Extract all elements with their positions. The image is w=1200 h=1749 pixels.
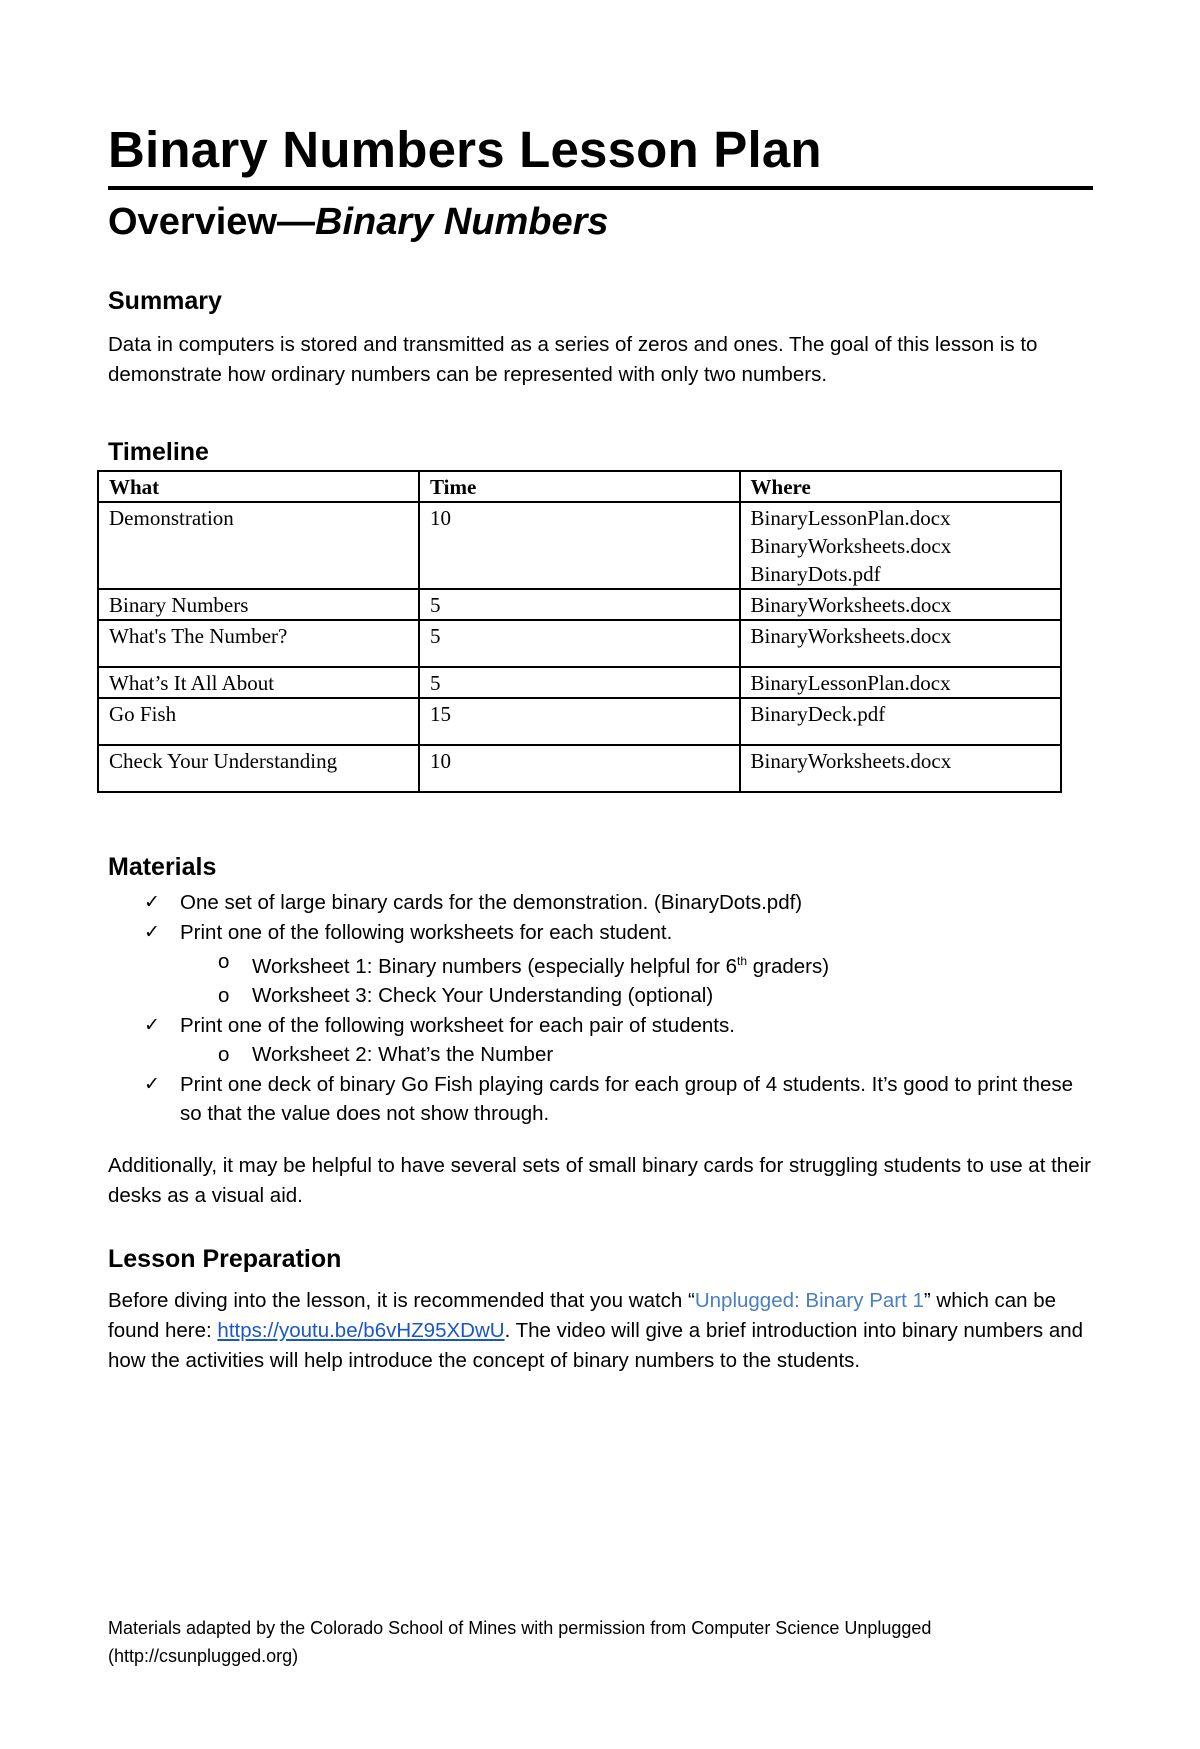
sub-item-text: Worksheet 2: What’s the Number bbox=[252, 1043, 554, 1067]
materials-item-text: Print one of the following worksheets for each student. bbox=[180, 920, 673, 944]
circle-bullet-icon: o bbox=[218, 950, 230, 973]
subtitle-prefix: Overview— bbox=[108, 201, 315, 243]
summary-text: Data in computers is stored and transmitted as a series of zeros and ones. The goal of this lesson is to demonstrate how ordinary numbers can be represented with only two numbers. bbox=[108, 333, 1038, 386]
cell-what: Check Your Understanding bbox=[98, 745, 419, 792]
checkmark-icon: ✓ bbox=[144, 920, 160, 943]
sub-list-item bbox=[140, 947, 1100, 981]
prep-text-part1: Before diving into the lesson, it is recommended that you watch “ bbox=[108, 1289, 695, 1312]
cell-what: Demonstration bbox=[98, 502, 419, 589]
cell-where: BinaryDeck.pdf bbox=[740, 698, 1061, 745]
sub-item-text: Worksheet 1: Binary numbers (especially helpful for 6 bbox=[252, 954, 738, 978]
timeline-table bbox=[97, 470, 1062, 793]
cell-time: 5 bbox=[419, 589, 740, 620]
footer-line: (http://csunplugged.org) bbox=[108, 1646, 299, 1666]
materials-item-text: Print one of the following worksheet for each pair of students. bbox=[180, 1013, 735, 1037]
cell-what: What's The Number? bbox=[98, 620, 419, 667]
sub-item-text-end: graders) bbox=[747, 954, 830, 978]
summary-heading: Summary bbox=[108, 287, 222, 315]
overview-subtitle bbox=[108, 198, 609, 246]
column-header-what: What bbox=[98, 471, 419, 502]
checkmark-icon: ✓ bbox=[144, 891, 160, 913]
subtitle-emphasis: Binary Numbers bbox=[315, 201, 609, 243]
circle-bullet-icon: o bbox=[218, 984, 230, 1008]
materials-item-text: Print one deck of binary Go Fish playing cards for each group of 4 students. It’s good to print these so that the value does not show through. bbox=[180, 1072, 1074, 1126]
cell-where: BinaryLessonPlan.docx bbox=[740, 667, 1061, 698]
cell-time: 10 bbox=[419, 502, 740, 589]
where-file: BinaryLessonPlan.docx bbox=[750, 506, 951, 530]
table-row bbox=[98, 667, 1061, 698]
circle-bullet-icon: o bbox=[218, 1043, 230, 1067]
sub-list-item bbox=[140, 981, 1100, 1011]
table-row bbox=[98, 698, 1061, 745]
lesson-preparation-heading: Lesson Preparation bbox=[108, 1245, 342, 1273]
superscript-th: th bbox=[737, 954, 748, 968]
table-row bbox=[98, 502, 1061, 589]
cell-what: Binary Numbers bbox=[98, 589, 419, 620]
cell-time: 5 bbox=[419, 667, 740, 698]
cell-time: 15 bbox=[419, 698, 740, 745]
cell-where: BinaryWorksheets.docx bbox=[740, 589, 1061, 620]
video-title-link[interactable]: Unplugged: Binary Part 1 bbox=[694, 1289, 924, 1312]
table-row bbox=[98, 620, 1061, 667]
cell-time: 5 bbox=[419, 620, 740, 667]
footer-line: Materials adapted by the Colorado School of Mines with permission from Computer Science Unplugged bbox=[108, 1618, 932, 1638]
column-header-time: Time bbox=[419, 471, 740, 502]
timeline-heading: Timeline bbox=[108, 438, 209, 466]
materials-list bbox=[140, 888, 1100, 1129]
cell-where bbox=[740, 502, 1061, 589]
table-header-row bbox=[98, 471, 1061, 502]
prep-text-part3: . The video will give a brief introduction into binary numbers and how the activities will help introduce the concept of binary numbers to the students. bbox=[108, 1319, 1084, 1372]
list-item bbox=[140, 918, 1100, 948]
list-item bbox=[140, 888, 1100, 918]
video-url-link[interactable]: https://youtu.be/b6vHZ95XDwU bbox=[217, 1319, 505, 1342]
lesson-preparation-text bbox=[108, 1286, 1093, 1376]
list-item bbox=[140, 1011, 1100, 1041]
column-header-where: Where bbox=[740, 471, 1061, 502]
materials-additional-text: Additionally, it may be helpful to have several sets of small binary cards for struggling students to use at their desks as a visual aid. bbox=[108, 1154, 1091, 1207]
sub-list-item bbox=[140, 1040, 1100, 1070]
materials-heading: Materials bbox=[108, 853, 217, 881]
page-footer bbox=[108, 1614, 1088, 1670]
cell-time: 10 bbox=[419, 745, 740, 792]
cell-where: BinaryWorksheets.docx bbox=[740, 745, 1061, 792]
table-row bbox=[98, 745, 1061, 792]
cell-what: Go Fish bbox=[98, 698, 419, 745]
where-file: BinaryWorksheets.docx bbox=[750, 534, 952, 558]
cell-what: What’s It All About bbox=[98, 667, 419, 698]
where-file: BinaryDots.pdf bbox=[750, 562, 881, 586]
prep-text-part2: ” which can be found here: bbox=[108, 1289, 1057, 1342]
list-item bbox=[140, 1070, 1100, 1129]
checkmark-icon: ✓ bbox=[144, 1072, 160, 1095]
table-row bbox=[98, 589, 1061, 620]
checkmark-icon: ✓ bbox=[144, 1013, 160, 1036]
cell-where: BinaryWorksheets.docx bbox=[740, 620, 1061, 667]
sub-item-text: Worksheet 3: Check Your Understanding (optional) bbox=[252, 984, 714, 1008]
materials-item-text: One set of large binary cards for the demonstration. (BinaryDots.pdf) bbox=[180, 891, 803, 914]
page-title: Binary Numbers Lesson Plan bbox=[108, 118, 1093, 190]
